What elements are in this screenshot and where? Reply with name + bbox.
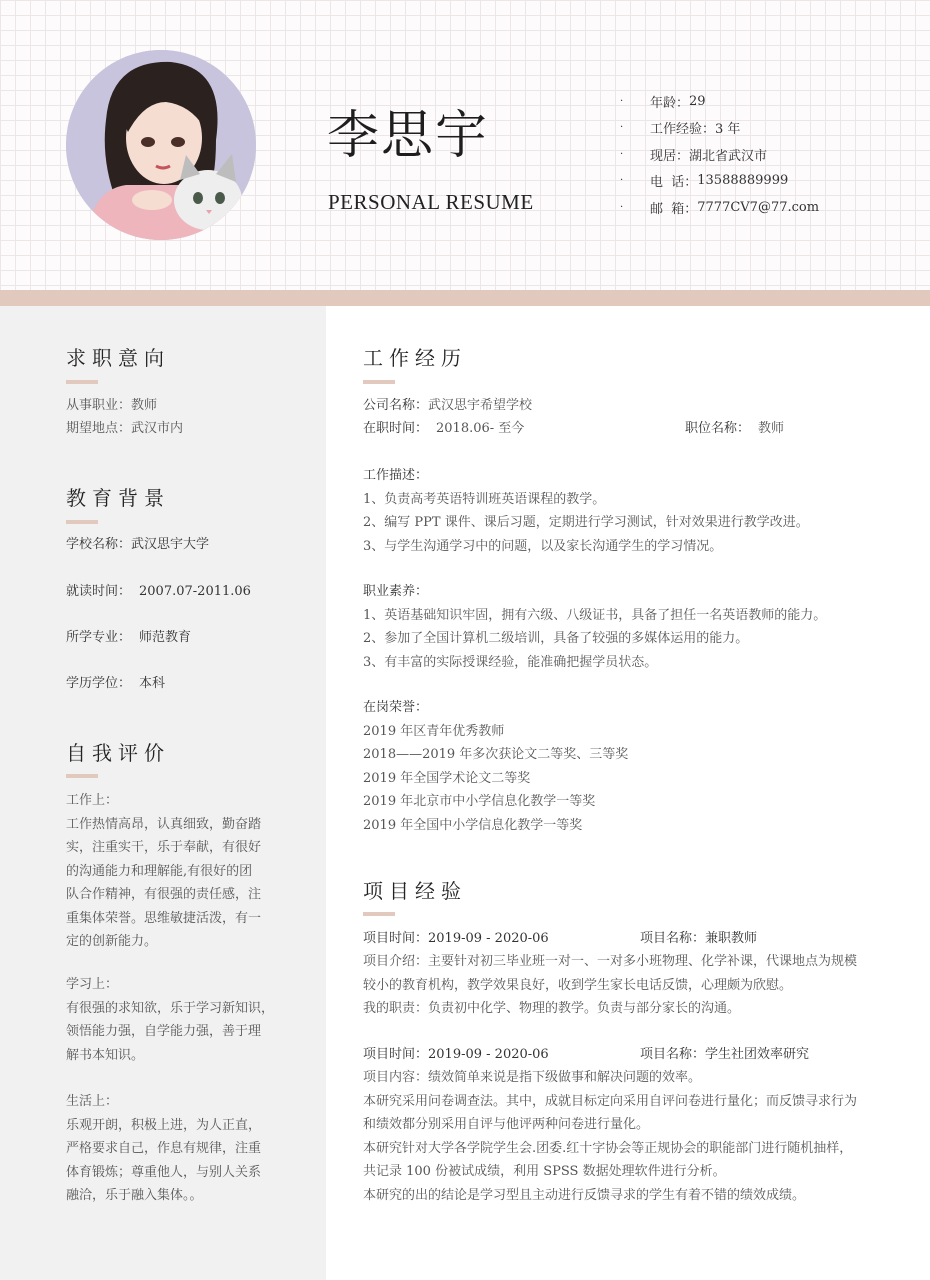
info-phone — [620, 168, 920, 195]
field-value: 武汉思宇希望学校 — [428, 398, 533, 413]
self-eval-life — [66, 1090, 261, 1208]
field-value: 武汉市内 — [131, 421, 184, 436]
info-label: 工作经验： — [650, 122, 716, 138]
field-label: 职位名称： — [685, 421, 751, 436]
field-label: 期望地点： — [66, 421, 132, 436]
paragraph-heading: 职业素养： — [363, 584, 429, 599]
paragraph-line: 乐观开朗，积极上进，为人正直， — [66, 1117, 262, 1133]
list-item: 1、负责高考英语特训班英语课程的教学。 — [363, 491, 606, 507]
list-item: 2019 年区青年优秀教师 — [363, 723, 505, 739]
project-1-time: 项目时间：2019-09 - 2020-06 — [363, 931, 549, 946]
project-2-details — [363, 1066, 857, 1207]
info-value: 湖北省武汉市 — [689, 148, 768, 164]
edu-school — [66, 533, 209, 556]
field-value: 2007.07-2011.06 — [139, 584, 251, 599]
paragraph-heading: 工作描述： — [363, 468, 429, 483]
work-professional-quality — [363, 580, 826, 674]
bullet-icon: · — [620, 175, 624, 187]
list-item: 2019 年全国学术论文二等奖 — [363, 770, 531, 786]
paragraph-line: 有很强的求知欲，乐于学习新知识， — [66, 1000, 275, 1016]
list-item: 1、英语基础知识牢固，拥有六级、八级证书，具备了担任一名英语教师的能力。 — [363, 607, 827, 623]
field-label: 公司名称： — [363, 398, 429, 413]
list-item: 3、有丰富的实际授课经验，能准确把握学员状态。 — [363, 654, 658, 670]
paragraph-heading: 工作上： — [66, 793, 119, 808]
section-title-work-experience: 工作经历 — [363, 346, 467, 370]
paragraph-line: 本研究的出的结论是学习型且主动进行反馈寻求的学生有着不错的绩效成绩。 — [363, 1187, 806, 1203]
paragraph-line: 领悟能力强，自学能力强，善于理 — [66, 1024, 262, 1039]
section-accent-bar — [363, 912, 395, 916]
paragraph-line: 本研究采用问卷调查法。其中，成就目标定向采用自评问卷进行量化；而反馈寻求行为 — [363, 1093, 858, 1109]
bullet-icon: · — [620, 122, 624, 134]
edu-major — [66, 626, 191, 649]
section-title-self-evaluation: 自我评价 — [66, 741, 170, 765]
info-label: 邮 箱： — [650, 201, 698, 217]
paragraph-line: 较小的教育机构，教学效果良好，收到学生家长电话反馈，心理颇为欣慰。 — [363, 977, 793, 993]
info-value: 13588889999 — [697, 173, 789, 189]
edu-degree — [66, 672, 165, 695]
paragraph-line: 融洽，乐于融入集体。。 — [66, 1188, 203, 1203]
info-residence — [620, 141, 920, 168]
info-age — [620, 88, 920, 115]
self-eval-work — [66, 789, 261, 954]
info-email — [620, 194, 920, 221]
info-value: 29 — [689, 93, 706, 109]
info-label: 电 话： — [650, 175, 698, 191]
avatar — [66, 50, 256, 240]
list-item: 2019 年北京市中小学信息化教学一等奖 — [363, 794, 596, 809]
intent-place — [66, 417, 183, 440]
info-label: 年龄： — [650, 95, 690, 111]
section-title-education: 教育背景 — [66, 486, 170, 510]
paragraph-line: 实，注重实干，乐于奉献，有很好 — [66, 840, 262, 855]
work-period — [363, 417, 524, 440]
paragraph-line: 项目内容：绩效简单来说是指下级做事和解决问题的效率。 — [363, 1070, 702, 1085]
field-label: 就读时间： — [66, 584, 132, 599]
paragraph-line: 我的职责：负责初中化学、物理的教学。负责与部分家长的沟通。 — [363, 1001, 741, 1016]
section-accent-bar — [66, 774, 98, 778]
section-accent-bar — [363, 380, 395, 384]
work-position — [685, 417, 784, 440]
paragraph-heading: 生活上： — [66, 1094, 119, 1109]
paragraph-line: 和绩效都分别采用自评与他评两种问卷进行量化。 — [363, 1117, 650, 1132]
project-1-details — [363, 950, 857, 1021]
list-item: 2018——2019 年多次获论文二等奖、三等奖 — [363, 747, 629, 762]
project-2-time: 项目时间：2019-09 - 2020-06 — [363, 1047, 549, 1062]
paragraph-line: 解书本知识。 — [66, 1047, 145, 1063]
section-accent-bar — [66, 380, 98, 384]
field-label: 学历学位： — [66, 676, 132, 691]
info-value: 7777CV7@77.com — [697, 199, 820, 215]
paragraph-line: 项目介绍：主要针对初三毕业班一对一、一对多小班物理、化学补课，代课地点为规模 — [363, 954, 858, 969]
bullet-icon: · — [620, 95, 624, 107]
paragraph-heading: 学习上： — [66, 977, 119, 992]
paragraph-line: 工作热情高昂，认真细致，勤奋踏 — [66, 816, 262, 832]
field-value: 武汉思宇大学 — [131, 537, 210, 552]
avatar-illustration — [66, 50, 256, 240]
header-divider-band — [0, 290, 930, 306]
paragraph-line: 定的创新能力。 — [66, 934, 158, 949]
field-value: 2018.06- 至今 — [436, 421, 525, 436]
list-item: 3、与学生沟通学习中的问题，以及家长沟通学生的学习情况。 — [363, 538, 723, 554]
field-label: 学校名称： — [66, 537, 132, 552]
resume-subtitle: PERSONAL RESUME — [328, 190, 534, 214]
info-experience — [620, 115, 920, 142]
section-title-intent: 求职意向 — [66, 346, 170, 370]
paragraph-line: 严格要求自己，作息有规律，注重 — [66, 1141, 262, 1156]
field-label: 所学专业： — [66, 630, 132, 645]
field-label: 从事职业： — [66, 398, 132, 413]
work-description — [363, 464, 809, 558]
self-eval-study — [66, 973, 274, 1067]
field-value: 教师 — [131, 398, 158, 413]
candidate-name: 李思宇 — [327, 106, 490, 166]
edu-period — [66, 580, 251, 603]
info-label: 现居： — [650, 148, 690, 164]
bullet-icon: · — [620, 201, 624, 213]
paragraph-line: 体育锻炼；尊重他人，与别人关系 — [66, 1164, 262, 1180]
field-label: 在职时间： — [363, 421, 429, 436]
field-value: 教师 — [758, 421, 785, 436]
section-title-projects: 项目经验 — [363, 879, 467, 903]
personal-info-list — [620, 88, 920, 221]
field-value: 师范教育 — [139, 630, 192, 645]
paragraph-line: 本研究针对大学各学院学生会.团委.红十字协会等正规协会的职能部门进行随机抽样， — [363, 1140, 853, 1156]
section-accent-bar — [66, 520, 98, 524]
project-2-name: 项目名称：学生社团效率研究 — [640, 1047, 810, 1062]
paragraph-heading: 在岗荣誉： — [363, 700, 429, 715]
paragraph-line: 共记录 100 份被试成绩，利用 SPSS 数据处理软件进行分析。 — [363, 1164, 726, 1179]
paragraph-line: 的沟通能力和理解能,有很好的团 — [66, 863, 253, 879]
intent-job — [66, 394, 157, 417]
paragraph-line: 重集体荣誉。思维敏捷活泼，有一 — [66, 910, 262, 926]
list-item: 2、编写 PPT 课件、课后习题，定期进行学习测试，针对效果进行教学改进。 — [363, 515, 809, 530]
project-1-name: 项目名称：兼职教师 — [640, 931, 758, 946]
bullet-icon: · — [620, 148, 624, 160]
paragraph-line: 队合作精神，有很强的责任感，注 — [66, 887, 262, 902]
list-item: 2、参加了全国计算机二级培训，具备了较强的多媒体运用的能力。 — [363, 631, 749, 646]
info-value: 3 年 — [715, 122, 741, 138]
work-company — [363, 394, 532, 417]
field-value: 本科 — [139, 676, 166, 691]
list-item: 2019 年全国中小学信息化教学一等奖 — [363, 817, 583, 833]
work-honors — [363, 696, 628, 837]
